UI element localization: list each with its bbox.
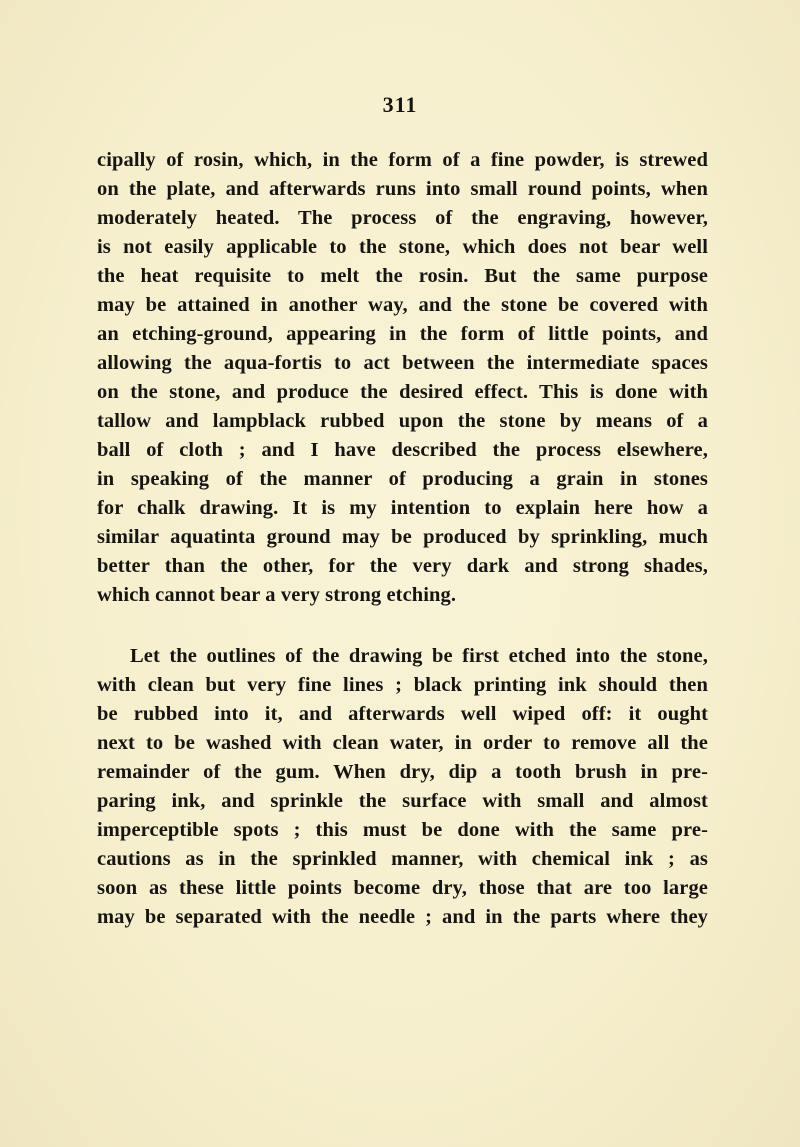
- text-line: may be separated with the needle ; and in the parts where they: [97, 906, 708, 928]
- text-line: moderately heated. The process of the engraving, however,: [97, 207, 708, 229]
- page-number: 311: [382, 92, 418, 117]
- text-line: which cannot bear a very strong etching.: [97, 584, 457, 606]
- text-line: better than the other, for the very dark and strong shades,: [97, 555, 708, 577]
- text-line: the heat requisite to melt the rosin. But the same purpose: [97, 265, 708, 287]
- text-line: Let the outlines of the drawing be first etched into the stone,: [130, 645, 708, 667]
- text-line: remainder of the gum. When dry, dip a tooth brush in pre-: [97, 761, 708, 783]
- text-line: on the plate, and afterwards runs into small round points, when: [97, 178, 708, 200]
- text-line: on the stone, and produce the desired effect. This is done with: [97, 381, 708, 403]
- text-line: ball of cloth ; and I have described the process elsewhere,: [97, 439, 708, 461]
- text-line: with clean but very fine lines ; black printing ink should then: [97, 674, 708, 696]
- text-line: in speaking of the manner of producing a grain in stones: [97, 468, 708, 490]
- text-line: cipally of rosin, which, in the form of a fine powder, is strewed: [97, 149, 708, 171]
- text-line: tallow and lampblack rubbed upon the stone by means of a: [97, 410, 708, 432]
- text-line: next to be washed with clean water, in order to remove all the: [97, 732, 708, 754]
- text-line: is not easily applicable to the stone, which does not bear well: [97, 236, 708, 258]
- text-line: imperceptible spots ; this must be done with the same pre-: [97, 819, 708, 841]
- text-line: an etching-ground, appearing in the form of little points, and: [97, 323, 708, 345]
- text-line: cautions as in the sprinkled manner, with chemical ink ; as: [97, 848, 708, 870]
- text-line: be rubbed into it, and afterwards well wiped off: it ought: [97, 703, 708, 725]
- text-line: allowing the aqua-fortis to act between the intermediate spaces: [97, 352, 708, 374]
- text-line: may be attained in another way, and the stone be covered with: [97, 294, 708, 316]
- text-line: soon as these little points become dry, those that are too large: [97, 877, 708, 899]
- text-line: paring ink, and sprinkle the surface with small and almost: [97, 790, 708, 812]
- text-line: similar aquatinta ground may be produced by sprinkling, much: [97, 526, 708, 548]
- text-line: for chalk drawing. It is my intention to explain here how a: [97, 497, 708, 519]
